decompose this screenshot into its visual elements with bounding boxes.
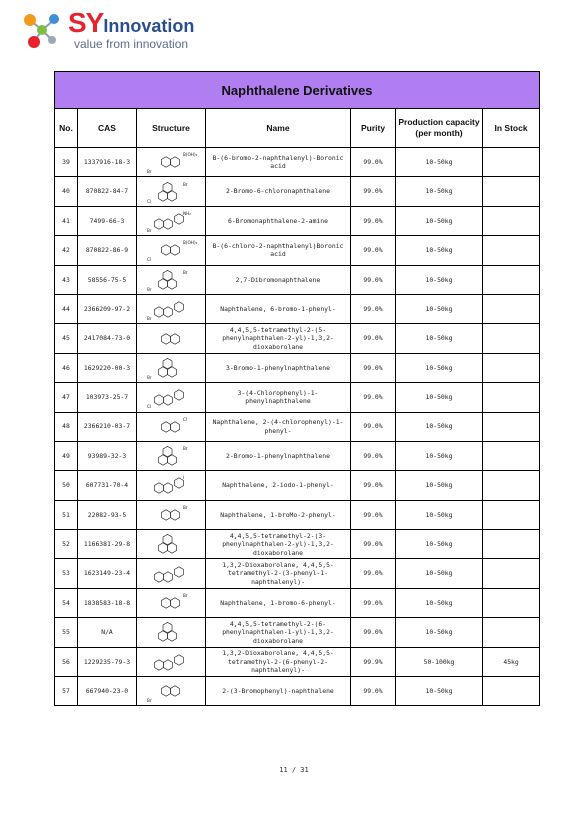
- cell-structure: [137, 177, 206, 206]
- cell-no: 41: [55, 206, 78, 235]
- cell-structure: [137, 148, 206, 177]
- table-row: [55, 530, 540, 559]
- table-row: [55, 588, 540, 617]
- structure-label: Br: [183, 446, 188, 452]
- molecule-logo-icon: [20, 10, 64, 50]
- cell-purity: 99.0%: [351, 265, 396, 294]
- cell-capacity: 10-50kg: [396, 206, 483, 235]
- structure-diagram: [141, 208, 201, 234]
- table-row: [55, 677, 540, 706]
- structure-label: Br: [183, 181, 188, 187]
- product-table: [54, 71, 540, 706]
- structure-diagram: [141, 561, 201, 587]
- table-row: [55, 177, 540, 206]
- cell-name: 4,4,5,5-tetramethyl-2-(5-phenylnaphthalen-2-yl)-1,3,2-dioxaborolane: [206, 324, 351, 353]
- cell-name: 3-Bromo-1-phenylnaphthalene: [206, 353, 351, 382]
- cell-purity: 99.9%: [351, 647, 396, 676]
- cell-no: 50: [55, 471, 78, 500]
- cell-cas: 667940-23-0: [78, 677, 137, 706]
- structure-label: I: [183, 475, 185, 481]
- cell-capacity: 10-50kg: [396, 441, 483, 470]
- cell-no: 47: [55, 383, 78, 412]
- structure-label: Cl: [147, 257, 152, 263]
- table-row: [55, 441, 540, 470]
- structure-label: Br: [183, 593, 188, 599]
- cell-stock: [483, 588, 540, 617]
- col-header-cas: CAS: [78, 109, 137, 148]
- cell-name: B-(6-bromo-2-naphthalenyl)-Boronic acid: [206, 148, 351, 177]
- cell-stock: [483, 324, 540, 353]
- cell-cas: 2366209-97-2: [78, 294, 137, 323]
- cell-no: 44: [55, 294, 78, 323]
- cell-name: 4,4,5,5-tetramethyl-2-(3-phenylnaphthalen-2-yl)-1,3,2-dioxaborolane: [206, 530, 351, 559]
- cell-structure: [137, 294, 206, 323]
- cell-purity: 99.0%: [351, 412, 396, 441]
- cell-capacity: 50-100kg: [396, 647, 483, 676]
- company-logo: [20, 8, 210, 52]
- structure-label: Cl: [147, 198, 152, 204]
- cell-structure: [137, 265, 206, 294]
- cell-structure: [137, 383, 206, 412]
- structure-label: Br: [183, 269, 188, 275]
- cell-stock: [483, 294, 540, 323]
- cell-name: Naphthalene, 6-bromo-1-phenyl-: [206, 294, 351, 323]
- structure-diagram: [141, 502, 201, 528]
- cell-structure: [137, 618, 206, 647]
- cell-capacity: 10-50kg: [396, 471, 483, 500]
- cell-structure: [137, 412, 206, 441]
- cell-name: 4,4,5,5-tetramethyl-2-(6-phenylnaphthalen-1-yl)-1,3,2-dioxaborolane: [206, 618, 351, 647]
- cell-purity: 99.0%: [351, 588, 396, 617]
- cell-purity: 99.0%: [351, 471, 396, 500]
- structure-diagram: [141, 619, 201, 645]
- cell-no: 49: [55, 441, 78, 470]
- cell-structure: [137, 353, 206, 382]
- cell-name: Naphthalene, 2-(4-chlorophenyl)-1-phenyl-: [206, 412, 351, 441]
- cell-purity: 99.0%: [351, 294, 396, 323]
- brand-innovation: Innovation: [103, 16, 195, 36]
- table-row: [55, 383, 540, 412]
- cell-purity: 99.0%: [351, 148, 396, 177]
- structure-diagram: [141, 326, 201, 352]
- cell-name: Naphthalene, 1-broMo-2-phenyl-: [206, 500, 351, 529]
- cell-no: 43: [55, 265, 78, 294]
- cell-purity: 99.0%: [351, 206, 396, 235]
- cell-cas: 1229235-79-3: [78, 647, 137, 676]
- table-row: [55, 353, 540, 382]
- cell-no: 39: [55, 148, 78, 177]
- structure-label: Br: [183, 504, 188, 510]
- cell-capacity: 10-50kg: [396, 677, 483, 706]
- col-header-name: Name: [206, 109, 351, 148]
- cell-capacity: 10-50kg: [396, 324, 483, 353]
- cell-stock: [483, 441, 540, 470]
- cell-capacity: 10-50kg: [396, 530, 483, 559]
- table-row: [55, 618, 540, 647]
- cell-structure: [137, 559, 206, 588]
- cell-name: Naphthalene, 2-iodo-1-phenyl-: [206, 471, 351, 500]
- cell-structure: [137, 647, 206, 676]
- structure-diagram: [141, 149, 201, 175]
- table-header-row: [55, 109, 540, 148]
- cell-name: 1,3,2-Dioxaborolane, 4,4,5,5-tetramethyl-2-(6-phenyl-2-naphthalenyl)-: [206, 647, 351, 676]
- col-header-purity: Purity: [351, 109, 396, 148]
- structure-diagram: [141, 678, 201, 704]
- cell-name: B-(6-chloro-2-naphthalenyl)Boronic acid: [206, 236, 351, 265]
- structure-label: Cl: [183, 416, 188, 422]
- structure-label: NH₂: [183, 210, 191, 216]
- cell-structure: [137, 588, 206, 617]
- cell-purity: 99.0%: [351, 353, 396, 382]
- table-title-row: [55, 72, 540, 109]
- cell-purity: 99.0%: [351, 530, 396, 559]
- structure-label: Br: [147, 286, 152, 292]
- cell-cas: 1629220-00-3: [78, 353, 137, 382]
- structure-label: Br: [147, 169, 152, 175]
- cell-structure: [137, 677, 206, 706]
- cell-purity: 99.0%: [351, 324, 396, 353]
- cell-name: 2-(3-Bromophenyl)-naphthalene: [206, 677, 351, 706]
- cell-capacity: 10-50kg: [396, 294, 483, 323]
- cell-name: 2-Bromo-6-chloronaphthalene: [206, 177, 351, 206]
- cell-structure: [137, 530, 206, 559]
- cell-no: 56: [55, 647, 78, 676]
- structure-diagram: [141, 590, 201, 616]
- cell-cas: 103973-25-7: [78, 383, 137, 412]
- cell-name: 6-Bromonaphthalene-2-amine: [206, 206, 351, 235]
- cell-stock: [483, 206, 540, 235]
- cell-structure: [137, 206, 206, 235]
- structure-diagram: [141, 384, 201, 410]
- table-row: [55, 265, 540, 294]
- brand-text: [68, 8, 194, 51]
- cell-no: 51: [55, 500, 78, 529]
- cell-stock: [483, 236, 540, 265]
- cell-purity: 99.0%: [351, 236, 396, 265]
- structure-diagram: [141, 355, 201, 381]
- table-row: [55, 236, 540, 265]
- cell-stock: [483, 618, 540, 647]
- cell-capacity: 10-50kg: [396, 177, 483, 206]
- cell-structure: [137, 471, 206, 500]
- structure-label: Br: [147, 374, 152, 380]
- structure-diagram: [141, 649, 201, 675]
- cell-capacity: 10-50kg: [396, 353, 483, 382]
- cell-capacity: 10-50kg: [396, 500, 483, 529]
- cell-structure: [137, 500, 206, 529]
- table-row: [55, 324, 540, 353]
- cell-capacity: 10-50kg: [396, 618, 483, 647]
- cell-structure: [137, 441, 206, 470]
- cell-capacity: 10-50kg: [396, 148, 483, 177]
- cell-cas: 1838583-18-8: [78, 588, 137, 617]
- cell-structure: [137, 236, 206, 265]
- col-header-stock: In Stock: [483, 109, 540, 148]
- structure-diagram: [141, 267, 201, 293]
- structure-diagram: [141, 414, 201, 440]
- brand-tagline: value from innovation: [74, 37, 189, 51]
- table-row: [55, 148, 540, 177]
- cell-cas: 2366210-03-7: [78, 412, 137, 441]
- cell-stock: [483, 383, 540, 412]
- cell-stock: [483, 471, 540, 500]
- cell-no: 53: [55, 559, 78, 588]
- cell-name: 1,3,2-Dioxaborolane, 4,4,5,5-tetramethyl-2-(3-phenyl-1-naphthalenyl)-: [206, 559, 351, 588]
- cell-no: 40: [55, 177, 78, 206]
- table-row: [55, 206, 540, 235]
- cell-capacity: 10-50kg: [396, 412, 483, 441]
- cell-purity: 99.0%: [351, 500, 396, 529]
- cell-cas: 2417084-73-0: [78, 324, 137, 353]
- col-header-structure: Structure: [137, 109, 206, 148]
- structure-label: Br: [147, 316, 152, 322]
- structure-label: Br: [147, 227, 152, 233]
- cell-stock: [483, 500, 540, 529]
- structure-diagram: [141, 531, 201, 557]
- table-row: [55, 500, 540, 529]
- brand-sy: SY: [68, 7, 104, 38]
- cell-capacity: 10-50kg: [396, 588, 483, 617]
- cell-name: 3-(4-Chlorophenyl)-1-phenylnaphthalene: [206, 383, 351, 412]
- cell-name: 2-Bromo-1-phenylnaphthalene: [206, 441, 351, 470]
- cell-stock: [483, 559, 540, 588]
- cell-cas: 93989-32-3: [78, 441, 137, 470]
- cell-name: Naphthalene, 1-bromo-6-phenyl-: [206, 588, 351, 617]
- cell-cas: 870822-84-7: [78, 177, 137, 206]
- cell-cas: 870822-86-9: [78, 236, 137, 265]
- structure-label: Br: [147, 698, 152, 704]
- table-title: Naphthalene Derivatives: [55, 72, 540, 109]
- cell-stock: [483, 177, 540, 206]
- cell-no: 57: [55, 677, 78, 706]
- cell-cas: 607731-70-4: [78, 471, 137, 500]
- col-header-no: No.: [55, 109, 78, 148]
- table-row: [55, 412, 540, 441]
- cell-purity: 99.0%: [351, 618, 396, 647]
- cell-stock: [483, 530, 540, 559]
- cell-capacity: 10-50kg: [396, 559, 483, 588]
- cell-purity: 99.0%: [351, 677, 396, 706]
- table-row: [55, 559, 540, 588]
- cell-purity: 99.0%: [351, 441, 396, 470]
- structure-diagram: [141, 179, 201, 205]
- cell-no: 48: [55, 412, 78, 441]
- cell-no: 52: [55, 530, 78, 559]
- cell-cas: 58556-75-5: [78, 265, 137, 294]
- cell-purity: 99.0%: [351, 383, 396, 412]
- table-row: [55, 294, 540, 323]
- cell-purity: 99.0%: [351, 177, 396, 206]
- structure-label: B(OH)₂: [183, 152, 198, 158]
- structure-diagram: [141, 296, 201, 322]
- cell-stock: [483, 265, 540, 294]
- cell-stock: [483, 148, 540, 177]
- cell-capacity: 10-50kg: [396, 265, 483, 294]
- cell-no: 55: [55, 618, 78, 647]
- cell-cas: 22082-93-5: [78, 500, 137, 529]
- structure-label: B(OH)₂: [183, 240, 198, 246]
- cell-no: 54: [55, 588, 78, 617]
- cell-stock: [483, 677, 540, 706]
- cell-cas: 7499-66-3: [78, 206, 137, 235]
- cell-name: 2,7-Dibromonaphthalene: [206, 265, 351, 294]
- cell-capacity: 10-50kg: [396, 236, 483, 265]
- cell-no: 45: [55, 324, 78, 353]
- cell-stock: [483, 353, 540, 382]
- structure-label: Cl: [147, 404, 152, 410]
- cell-purity: 99.0%: [351, 559, 396, 588]
- structure-diagram: [141, 443, 201, 469]
- cell-capacity: 10-50kg: [396, 383, 483, 412]
- cell-cas: 1623149-23-4: [78, 559, 137, 588]
- cell-stock: [483, 412, 540, 441]
- cell-no: 46: [55, 353, 78, 382]
- cell-structure: [137, 324, 206, 353]
- cell-cas: N/A: [78, 618, 137, 647]
- table-row: [55, 647, 540, 676]
- cell-cas: 1166381-29-8: [78, 530, 137, 559]
- structure-diagram: [141, 472, 201, 498]
- col-header-capacity: Production capacity (per month): [396, 109, 483, 148]
- structure-diagram: [141, 237, 201, 263]
- page-number: 11 / 31: [279, 766, 309, 774]
- table-row: [55, 471, 540, 500]
- cell-stock: 45kg: [483, 647, 540, 676]
- cell-cas: 1337916-18-3: [78, 148, 137, 177]
- cell-no: 42: [55, 236, 78, 265]
